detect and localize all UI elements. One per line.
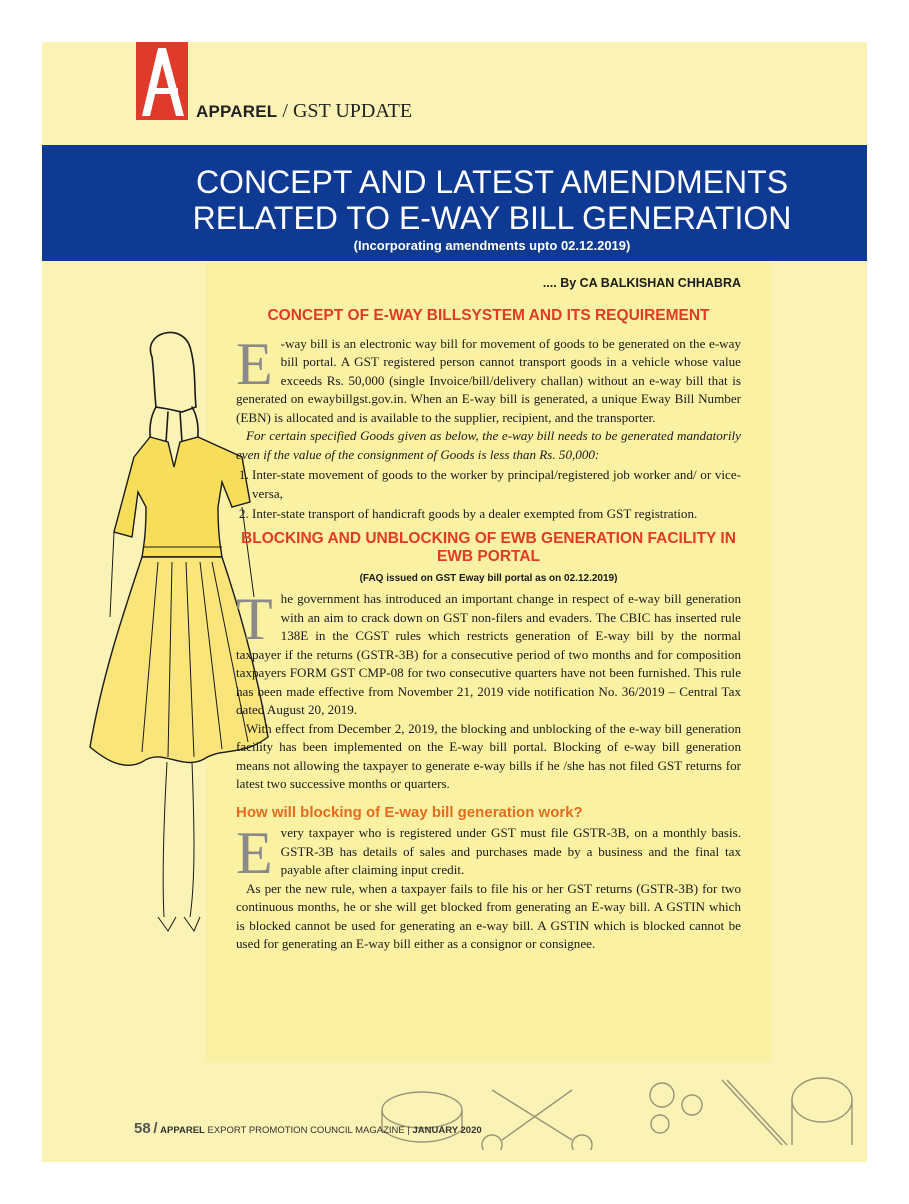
paragraph-specified-goods: For certain specified Goods given as below, the e-way bill needs to be generated mandatorily even if the value of the consignment of Goods is less than Rs. 50,000:: [236, 428, 741, 462]
section-separator: /: [282, 100, 288, 122]
paragraph-intro: [236, 330, 741, 428]
page-footer: [134, 1120, 482, 1137]
section-name: GST UPDATE: [292, 100, 413, 122]
paragraph-government-text: he government has introduced an important change in respect of e-way bill generation with an aim to crack down on GST non-filers and evaders. The CBIC has inserted rule 138E in the CGST rules which restricts generation of E-way bill by the normal taxpayer if the returns (GSTR-3B) for a consecutive period of two months and for composition taxpayers FORM GST CMP-08 for two consecutive quarters have not been furnished. This rule has been made effective from November 21, 2019 vide notification No. 36/2019 – Central Tax dated August 20, 2019.: [236, 591, 741, 717]
paragraph-intro-text: -way bill is an electronic way bill for movement of goods to be generated on the e-way bill portal. A GST registered person cannot transport goods in a vehicle whose value exceeds Rs. 50,000 (single Invoice/bill/delivery challan) without an e-way bill that is generated on ewaybillgst.gov.in. When an E-way bill is generated, a unique Eway Bill Number (EBN) is allocated and is available to the supplier, recipient, and the transporter.: [236, 335, 741, 425]
footer-brand: APPAREL: [160, 1125, 205, 1136]
article-body: [236, 270, 741, 954]
magazine-page: [42, 42, 867, 1162]
heading-blocking: BLOCKING AND UNBLOCKING OF EWB GENERATION FACILITY IN EWB PORTAL: [241, 529, 736, 565]
paragraph-effect: With effect from December 2, 2019, the blocking and unblocking of the e-way bill generation facility has been implemented on the E-way bill portal. Blocking of e-way bill generation means not allowing the taxpayer to generate e-way bills if he /she has not filed GST returns for latest two successive months or quarters.: [236, 720, 741, 791]
goods-list: [236, 466, 741, 524]
footer-slash: /: [153, 1120, 158, 1137]
article-title-line1: CONCEPT AND LATEST AMENDMENTS: [195, 164, 789, 200]
drop-cap: T: [236, 586, 273, 652]
paragraph-taxpayer: [236, 820, 741, 886]
article-title-line2: RELATED TO E-WAY BILL GENERATION: [192, 200, 792, 236]
footer-date: JANUARY 2020: [412, 1125, 482, 1136]
list-item: 2. Inter-state transport of handicraft goods by a dealer exempted from GST registration.: [252, 505, 741, 524]
heading-concept: CONCEPT OF E-WAY BILLSYSTEM AND ITS REQUIREMENT: [267, 306, 710, 324]
title-banner: [42, 145, 867, 261]
list-item: 1. Inter-state movement of goods to the worker by principal/registered job worker and/ or vice-versa,: [252, 466, 741, 503]
faq-note: (FAQ issued on GST Eway bill portal as on 02.12.2019): [359, 572, 618, 584]
paragraph-government: [236, 586, 741, 720]
section-brand: APPAREL: [196, 102, 278, 121]
drop-cap: E: [236, 330, 273, 397]
section-header: [196, 100, 412, 123]
footer-magazine: EXPORT PROMOTION COUNCIL MAGAZINE: [207, 1125, 405, 1136]
article-byline: .... By CA BALKISHAN CHHABRA: [542, 276, 741, 290]
article-subtitle: (Incorporating amendments upto 02.12.2019): [353, 238, 631, 253]
apparel-logo: [136, 42, 188, 120]
page-number: 58: [134, 1120, 151, 1137]
paragraph-taxpayer-text: very taxpayer who is registered under GST must file GSTR-3B, on a monthly basis. GSTR-3B has details of sales and purchases made by a business and the final tax payable after claiming input credit.: [280, 825, 741, 877]
heading-how-blocking-works: How will blocking of E-way bill generation work?: [236, 803, 583, 821]
footer-divider: |: [407, 1125, 410, 1136]
drop-cap: E: [236, 820, 273, 886]
paragraph-new-rule: As per the new rule, when a taxpayer fails to file his or her GST returns (GSTR-3B) for two continuous months, he or she will get blocked from generating an E-way bill. A GSTIN which is blocked cannot be used for generating an e-way bill. A GSTIN which is blocked cannot be used for generating an E-way bill either as a consignor or consignee.: [236, 880, 741, 951]
